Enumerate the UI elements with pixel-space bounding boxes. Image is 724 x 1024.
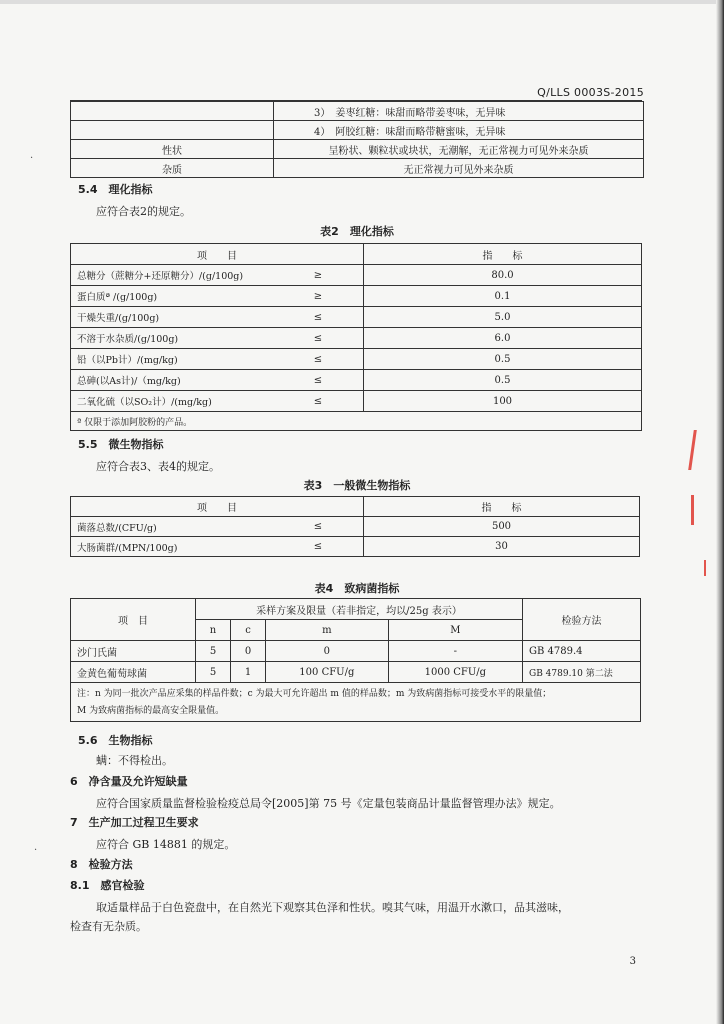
document-code: Q/LLS 0003S-2015 xyxy=(537,86,644,99)
table-cell: 杂质 xyxy=(71,159,274,178)
section-text: 应符合表2的规定。 xyxy=(96,205,191,218)
red-stamp-mark xyxy=(691,495,704,525)
table-row xyxy=(71,140,644,159)
table-header-cell: 指 标 xyxy=(364,244,642,265)
table-header-cell: 指 标 xyxy=(364,497,640,517)
table-header-row xyxy=(71,497,640,517)
table-cell: 3） 姜枣红糖：味甜而略带姜枣味，无异味 xyxy=(274,102,644,121)
table-header-cell: n xyxy=(196,620,231,641)
table-header-cell: m xyxy=(265,620,388,641)
table-header-cell: 项 目 xyxy=(71,497,364,517)
table-note: 注：n 为同一批次产品应采集的样品件数；c 为最大可允许超出 m 值的样品数；m 为致病菌指标可接受水平的限量值； M 为致病菌指标的最高安全限量值。 xyxy=(71,683,641,722)
table-row: 铅（以Pb计）/(mg/kg) ≤ 0.5 xyxy=(71,349,642,370)
table-row: 蛋白质ª /(g/100g) ≥ 0.1 xyxy=(71,286,642,307)
table-header-cell: M xyxy=(388,620,522,641)
section-text: 检查有无杂质。 xyxy=(70,920,147,933)
table-row: 沙门氏菌 5 0 0 - GB 4789.4 xyxy=(71,641,641,662)
table-header-cell: 项 目 xyxy=(71,599,196,641)
section-text: 应符合 GB 14881 的规定。 xyxy=(96,838,236,851)
table-note-row xyxy=(71,683,641,722)
table-caption: 表4 致病菌指标 xyxy=(314,582,400,595)
table-header-row xyxy=(71,244,642,265)
microbial-table xyxy=(70,496,640,557)
table-caption: 表2 理化指标 xyxy=(320,225,394,238)
table-row: 大肠菌群/(MPN/100g) ≤ 30 xyxy=(71,537,640,557)
table-caption: 表3 一般微生物指标 xyxy=(303,479,411,492)
table-note-row xyxy=(71,412,642,431)
sensory-table-continuation xyxy=(70,101,644,178)
pathogen-table xyxy=(70,598,641,722)
page-edge-top xyxy=(0,0,724,4)
table-cell: 性状 xyxy=(71,140,274,159)
table-header-row xyxy=(71,599,641,620)
table-row xyxy=(71,102,644,121)
physicochemical-table xyxy=(70,243,642,431)
table-row xyxy=(71,121,644,140)
table-row: 金黄色葡萄球菌 5 1 100 CFU/g 1000 CFU/g GB 4789.10 第二法 xyxy=(71,662,641,683)
section-heading: 5.4 理化指标 xyxy=(78,183,153,196)
section-text: 应符合国家质量监督检验检疫总局令[2005]第 75 号《定量包装商品计量监督管理办法》规定。 xyxy=(96,797,561,810)
table-row: 总糖分（蔗糖分+还原糖分）/(g/100g) ≥ 80.0 xyxy=(71,265,642,286)
table-row: 总砷(以As计)/（mg/kg) ≤ 0.5 xyxy=(71,370,642,391)
table-cell: 4） 阿胶红糖：味甜而略带糖蜜味，无异味 xyxy=(274,121,644,140)
scan-speck: · xyxy=(34,845,38,856)
red-stamp-mark xyxy=(688,430,721,470)
table-header-cell: 项 目 xyxy=(71,244,364,265)
section-heading: 7 生产加工过程卫生要求 xyxy=(70,816,199,829)
section-heading: 8 检验方法 xyxy=(70,858,133,871)
table-row: 干燥失重/(g/100g) ≤ 5.0 xyxy=(71,307,642,328)
table-header-cell: 采样方案及限量（若非指定，均以/25g 表示） xyxy=(196,599,523,620)
page-number: 3 xyxy=(629,956,636,967)
red-stamp-mark xyxy=(704,560,716,576)
section-heading: 5.5 微生物指标 xyxy=(78,438,164,451)
table-row: 二氧化硫（以SO₂计）/(mg/kg) ≤ 100 xyxy=(71,391,642,412)
section-text: 螨：不得检出。 xyxy=(96,754,173,767)
table-header-cell: 检验方法 xyxy=(523,599,641,641)
section-text: 取适量样品于白色瓷盘中，在自然光下观察其色泽和性状。嗅其气味，用温开水漱口，品其滋味， xyxy=(96,901,569,914)
table-cell: 无正常视力可见外来杂质 xyxy=(274,159,644,178)
page-edge-right xyxy=(716,0,724,1024)
table-row: 不溶于水杂质/(g/100g) ≤ 6.0 xyxy=(71,328,642,349)
scan-speck: · xyxy=(30,153,34,164)
table-note: ª 仅限于添加阿胶粉的产品。 xyxy=(71,412,642,431)
table-header-cell: c xyxy=(231,620,266,641)
table-row xyxy=(71,159,644,178)
section-heading: 6 净含量及允许短缺量 xyxy=(70,775,188,788)
section-heading: 5.6 生物指标 xyxy=(78,734,153,747)
section-heading: 8.1 感官检验 xyxy=(70,879,145,892)
table-cell: 呈粉状、颗粒状或块状，无潮解，无正常视力可见外来杂质 xyxy=(274,140,644,159)
table-row: 菌落总数/(CFU/g) ≤ 500 xyxy=(71,517,640,537)
section-text: 应符合表3、表4的规定。 xyxy=(96,460,220,473)
